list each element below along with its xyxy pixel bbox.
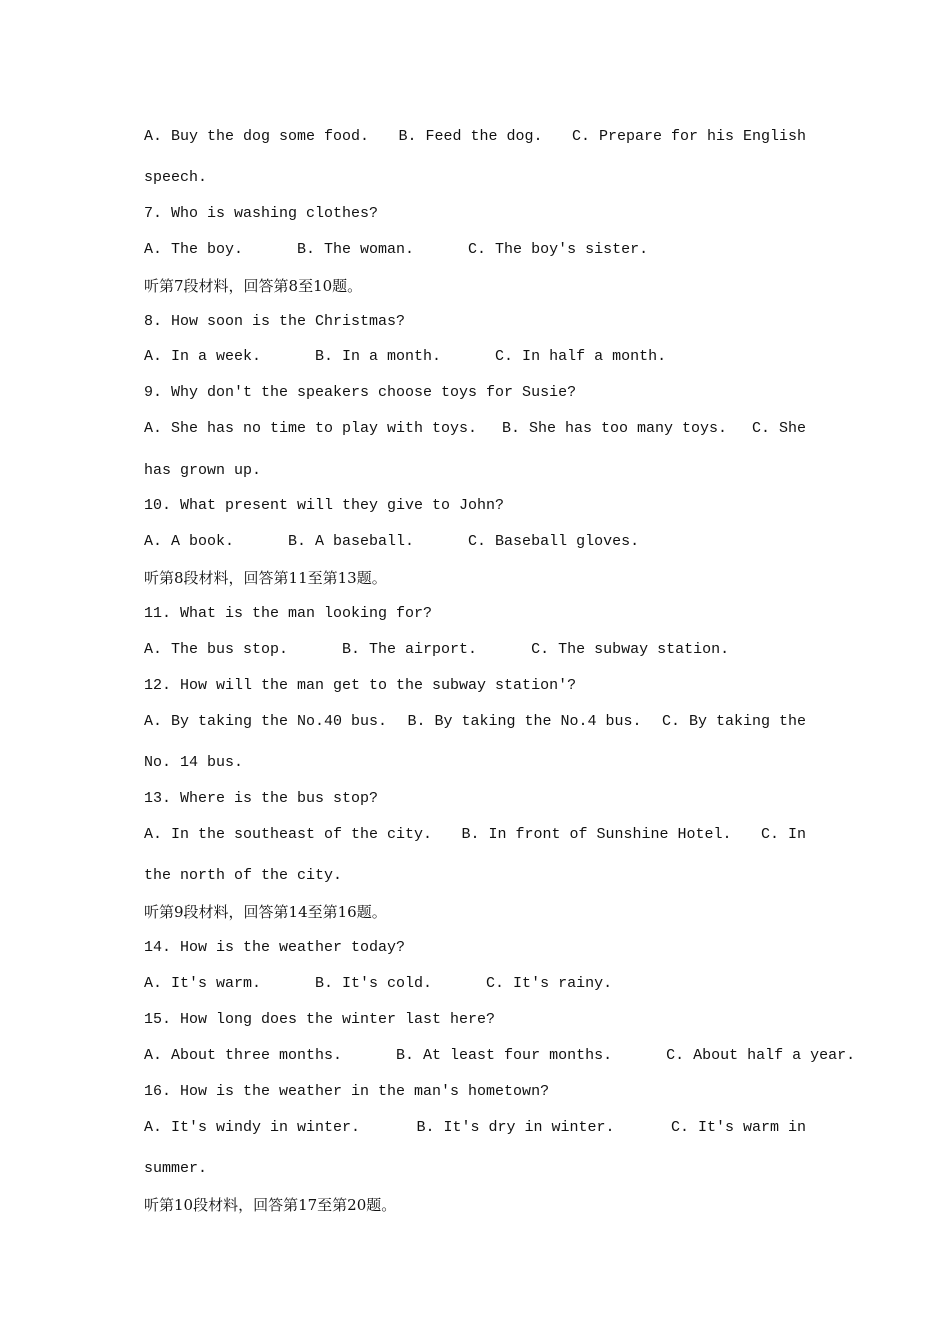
q14-options: A. It's warm. B. It's cold. C. It's rainy.: [144, 975, 613, 992]
section-10-instruction: 听第10段材料，回答第17至第20题。: [144, 1196, 397, 1214]
q6-option-c-continued: speech.: [144, 169, 208, 186]
question-8: 8. How soon is the Christmas?: [144, 313, 406, 330]
q15-options: A. About three months. B. At least four months. C. About half a year.: [144, 1047, 856, 1064]
q6-options-line: [144, 127, 806, 147]
q6-option-a: A. Buy the dog some food.: [144, 128, 370, 145]
q16-option-c-continued: summer.: [144, 1160, 208, 1177]
q12-option-c: C. By taking the: [661, 713, 806, 730]
q13-option-c: C. In: [760, 826, 806, 843]
question-7: 7. Who is washing clothes?: [144, 205, 379, 222]
q10-options: A. A book. B. A baseball. C. Baseball gloves.: [144, 533, 640, 550]
q12-option-c-continued: No. 14 bus.: [144, 754, 244, 771]
q9-option-c-continued: has grown up.: [144, 462, 262, 479]
q6-option-c: C. Prepare for his English: [571, 128, 806, 145]
q9-option-a: A. She has no time to play with toys.: [144, 420, 478, 437]
q13-option-a: A. In the southeast of the city.: [144, 826, 433, 843]
question-12: 12. How will the man get to the subway station'?: [144, 677, 577, 694]
q16-option-a: A. It's windy in winter.: [144, 1119, 361, 1136]
question-15: 15. How long does the winter last here?: [144, 1011, 496, 1028]
q9-option-c: C. She: [751, 420, 806, 437]
q16-option-b: B. It's dry in winter.: [416, 1119, 615, 1136]
question-10: 10. What present will they give to John?: [144, 497, 505, 514]
section-9-instruction: 听第9段材料，回答第14至第16题。: [144, 903, 387, 921]
question-11: 11. What is the man looking for?: [144, 605, 433, 622]
question-14: 14. How is the weather today?: [144, 939, 406, 956]
q11-options: A. The bus stop. B. The airport. C. The subway station.: [144, 641, 730, 658]
q12-option-a: A. By taking the No.40 bus.: [144, 713, 388, 730]
q13-option-c-continued: the north of the city.: [144, 867, 343, 884]
section-7-instruction: 听第7段材料，回答第8至10题。: [144, 277, 363, 295]
q16-option-c: C. It's warm in: [670, 1119, 806, 1136]
q6-option-b: B. Feed the dog.: [398, 128, 543, 145]
q8-options: A. In a week. B. In a month. C. In half a month.: [144, 348, 667, 365]
q13-option-b: B. In front of Sunshine Hotel.: [461, 826, 732, 843]
question-9: 9. Why don't the speakers choose toys for Susie?: [144, 384, 577, 401]
q9-options-line: [144, 419, 806, 439]
q16-options-line: [144, 1118, 806, 1138]
question-13: 13. Where is the bus stop?: [144, 790, 379, 807]
q12-options-line: [144, 712, 806, 732]
q9-option-b: B. She has too many toys.: [502, 420, 728, 437]
section-8-instruction: 听第8段材料，回答第11至第13题。: [144, 569, 387, 587]
q13-options-line: [144, 825, 806, 845]
q7-options: A. The boy. B. The woman. C. The boy's sister.: [144, 241, 649, 258]
question-16: 16. How is the weather in the man's hometown?: [144, 1083, 550, 1100]
q12-option-b: B. By taking the No.4 bus.: [407, 713, 642, 730]
